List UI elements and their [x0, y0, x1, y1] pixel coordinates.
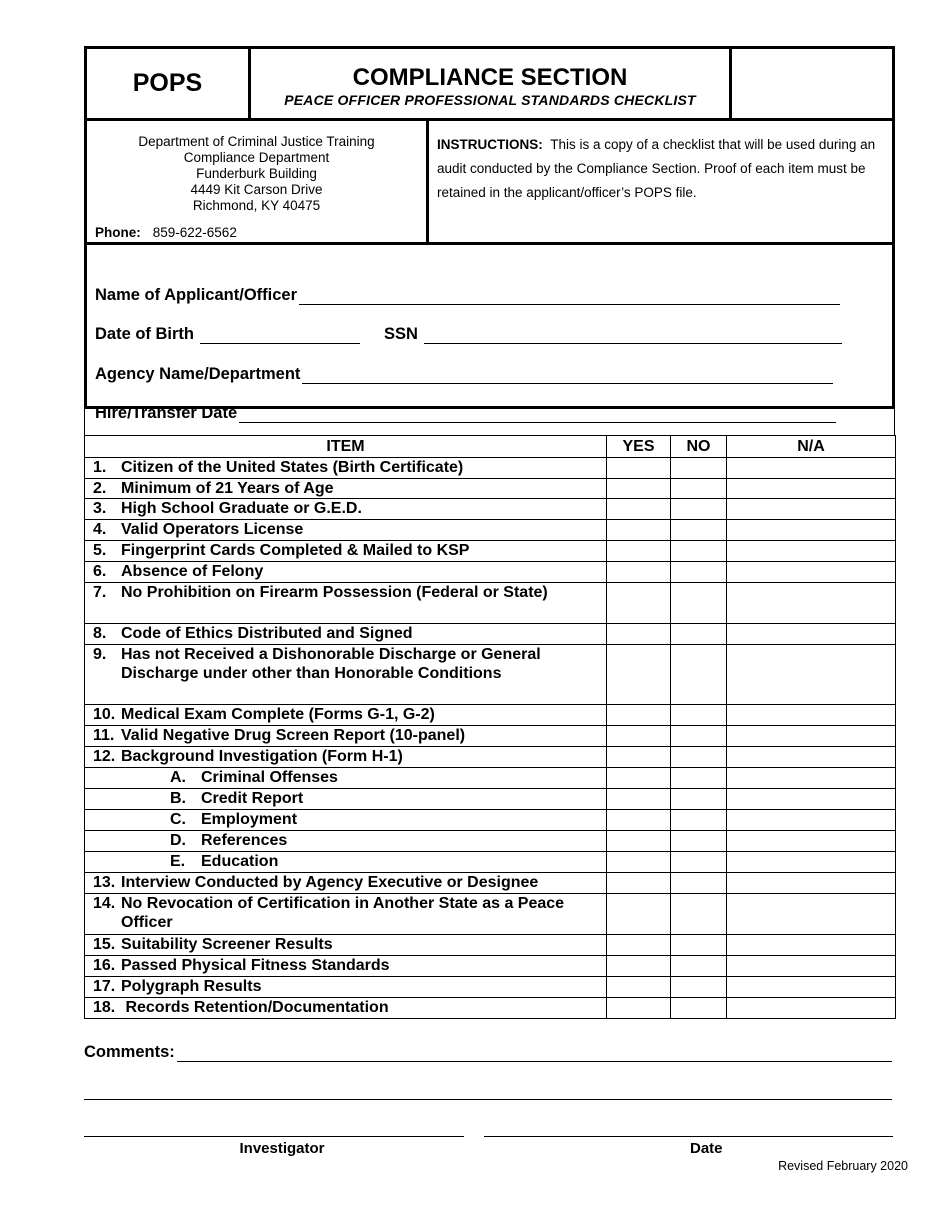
form-frame — [84, 46, 895, 1019]
no-checkbox-cell[interactable] — [671, 623, 727, 644]
yes-checkbox-cell[interactable] — [607, 872, 671, 893]
yes-checkbox-cell[interactable] — [607, 540, 671, 561]
hire-field[interactable] — [95, 384, 892, 424]
item-cell — [85, 582, 607, 623]
item-text: References — [201, 831, 288, 849]
table-row — [85, 767, 896, 788]
table-row — [85, 955, 896, 976]
na-checkbox-cell[interactable] — [727, 997, 896, 1018]
no-checkbox-cell[interactable] — [671, 540, 727, 561]
item-cell — [85, 540, 607, 561]
dob-ssn-field — [95, 305, 892, 345]
agency-field[interactable] — [95, 344, 892, 384]
phone-line — [95, 225, 237, 240]
na-checkbox-cell[interactable] — [727, 830, 896, 851]
yes-checkbox-cell[interactable] — [607, 830, 671, 851]
address-lines — [87, 121, 426, 214]
na-checkbox-cell[interactable] — [727, 893, 896, 934]
checklist-table — [84, 435, 896, 1019]
item-text: Valid Operators License — [121, 521, 304, 538]
page-title: COMPLIANCE SECTION — [352, 64, 628, 91]
no-checkbox-cell[interactable] — [671, 478, 727, 499]
item-number: 3. — [93, 500, 107, 517]
yes-checkbox-cell[interactable] — [607, 746, 671, 767]
checklist-body — [85, 458, 896, 1019]
item-number: 6. — [93, 562, 107, 580]
table-row — [85, 809, 896, 830]
item-cell — [85, 997, 607, 1018]
item-text: Background Investigation (Form H-1) — [121, 747, 403, 765]
comments-field[interactable] — [84, 1040, 892, 1062]
col-na-header: N/A — [727, 436, 896, 458]
item-text: High School Graduate or G.E.D. — [121, 500, 362, 517]
item-cell — [85, 623, 607, 644]
item-text: Absence of Felony — [121, 562, 264, 580]
na-checkbox-cell[interactable] — [727, 955, 896, 976]
item-number: 13. — [93, 873, 116, 891]
na-checkbox-cell[interactable] — [727, 872, 896, 893]
dob-label: Date of Birth — [95, 325, 194, 343]
item-number: D. — [170, 831, 186, 849]
yes-checkbox-cell[interactable] — [607, 704, 671, 725]
yes-checkbox-cell[interactable] — [607, 623, 671, 644]
address-line: Compliance Department — [183, 150, 330, 165]
item-number: 15. — [93, 935, 116, 953]
table-row — [85, 934, 896, 955]
yes-checkbox-cell[interactable] — [607, 561, 671, 582]
no-checkbox-cell[interactable] — [671, 746, 727, 767]
no-checkbox-cell[interactable] — [671, 893, 727, 934]
yes-checkbox-cell[interactable] — [607, 893, 671, 934]
item-cell — [85, 499, 607, 520]
yes-checkbox-cell[interactable] — [607, 934, 671, 955]
date-signature-line[interactable] — [484, 1136, 893, 1137]
na-checkbox-cell[interactable] — [727, 499, 896, 520]
no-checkbox-cell[interactable] — [671, 872, 727, 893]
table-row — [85, 582, 896, 623]
agency-label: Agency Name/Department — [95, 364, 301, 383]
item-text: Interview Conducted by Agency Executive or Designee — [121, 873, 539, 891]
item-text: Criminal Offenses — [201, 768, 338, 786]
no-checkbox-cell[interactable] — [671, 644, 727, 704]
item-number: 14. — [93, 894, 116, 912]
item-text: No Revocation of Certification in Another State as a Peace Officer — [121, 894, 569, 931]
name-blank[interactable] — [299, 287, 840, 305]
yes-checkbox-cell[interactable] — [607, 851, 671, 872]
na-checkbox-cell[interactable] — [727, 704, 896, 725]
table-row — [85, 561, 896, 582]
item-number: 7. — [93, 583, 107, 601]
item-cell — [85, 478, 607, 499]
item-cell — [85, 830, 607, 851]
na-checkbox-cell[interactable] — [727, 746, 896, 767]
item-cell — [85, 788, 607, 809]
address-block — [87, 121, 429, 242]
item-number: 8. — [93, 624, 107, 642]
item-text: Valid Negative Drug Screen Report (10-panel) — [121, 726, 466, 744]
investigator-signature-line[interactable] — [84, 1136, 464, 1137]
yes-checkbox-cell[interactable] — [607, 976, 671, 997]
na-checkbox-cell[interactable] — [727, 851, 896, 872]
table-row — [85, 851, 896, 872]
applicant-fields — [84, 245, 895, 422]
item-number: B. — [170, 789, 186, 807]
na-checkbox-cell[interactable] — [727, 582, 896, 623]
phone-value: 859-622-6562 — [152, 225, 237, 240]
na-checkbox-cell[interactable] — [727, 540, 896, 561]
page-subtitle: PEACE OFFICER PROFESSIONAL STANDARDS CHECKLIST — [284, 92, 696, 108]
item-number: 2. — [93, 479, 107, 497]
no-checkbox-cell[interactable] — [671, 704, 727, 725]
item-cell — [85, 746, 607, 767]
no-checkbox-cell[interactable] — [671, 458, 727, 479]
item-text: Code of Ethics Distributed and Signed — [121, 624, 413, 642]
na-checkbox-cell[interactable] — [727, 725, 896, 746]
yes-checkbox-cell[interactable] — [607, 809, 671, 830]
item-number: 1. — [93, 459, 107, 476]
phone-label: Phone: — [95, 225, 141, 240]
comments-line-2[interactable] — [84, 1099, 892, 1100]
item-text: Citizen of the United States (Birth Certificate) — [121, 459, 464, 476]
col-item-header: ITEM — [85, 436, 607, 458]
yes-checkbox-cell[interactable] — [607, 644, 671, 704]
item-text: Credit Report — [201, 789, 304, 807]
na-checkbox-cell[interactable] — [727, 520, 896, 541]
item-text: Has not Received a Dishonorable Discharge or General Discharge under other than Honorable Conditions — [121, 645, 546, 682]
item-cell — [85, 458, 607, 479]
yes-checkbox-cell[interactable] — [607, 478, 671, 499]
no-checkbox-cell[interactable] — [671, 976, 727, 997]
table-row — [85, 788, 896, 809]
table-row — [85, 520, 896, 541]
table-row — [85, 976, 896, 997]
item-number: 10. — [93, 705, 116, 723]
col-no-header: NO — [671, 436, 727, 458]
item-cell — [85, 520, 607, 541]
address-line: Richmond, KY 40475 — [192, 198, 321, 213]
no-checkbox-cell[interactable] — [671, 955, 727, 976]
table-row — [85, 893, 896, 934]
na-checkbox-cell[interactable] — [727, 767, 896, 788]
no-checkbox-cell[interactable] — [671, 582, 727, 623]
na-checkbox-cell[interactable] — [727, 809, 896, 830]
na-checkbox-cell[interactable] — [727, 623, 896, 644]
item-number: 4. — [93, 521, 107, 538]
item-text: Polygraph Results — [121, 977, 262, 995]
table-row — [85, 499, 896, 520]
item-cell — [85, 561, 607, 582]
item-text: Suitability Screener Results — [121, 935, 333, 953]
ssn-blank[interactable] — [424, 326, 842, 344]
item-cell — [85, 644, 607, 704]
item-number: 12. — [93, 747, 116, 765]
item-number: A. — [170, 768, 186, 786]
comments-label: Comments: — [84, 1043, 175, 1061]
table-row — [85, 997, 896, 1018]
yes-checkbox-cell[interactable] — [607, 788, 671, 809]
item-cell — [85, 976, 607, 997]
item-number: 16. — [93, 956, 116, 974]
item-text: Medical Exam Complete (Forms G-1, G-2) — [121, 705, 435, 723]
table-row — [85, 830, 896, 851]
item-cell — [85, 851, 607, 872]
na-checkbox-cell[interactable] — [727, 788, 896, 809]
item-text: Records Retention/Documentation — [121, 998, 389, 1016]
address-line: 4449 Kit Carson Drive — [190, 182, 323, 197]
dob-blank[interactable] — [200, 326, 360, 344]
ssn-label: SSN — [384, 325, 418, 343]
yes-checkbox-cell[interactable] — [607, 767, 671, 788]
item-number: 17. — [93, 977, 116, 995]
title-block — [251, 49, 732, 118]
item-number: 11. — [93, 726, 115, 744]
investigator-label: Investigator — [239, 1140, 325, 1157]
instructions-text: This is a copy of a checklist that will be used during an audit conducted by the Compliance Section. Proof of each item must be retained in the applicant/officer’s POPS file. — [437, 137, 876, 200]
no-checkbox-cell[interactable] — [671, 499, 727, 520]
item-text: Minimum of 21 Years of Age — [121, 479, 334, 497]
info-row — [84, 121, 895, 245]
hire-blank[interactable] — [239, 405, 836, 423]
item-number: 5. — [93, 541, 107, 559]
item-text: Passed Physical Fitness Standards — [121, 956, 390, 974]
no-checkbox-cell[interactable] — [671, 851, 727, 872]
item-number: E. — [170, 852, 186, 870]
pops-label: POPS — [87, 49, 251, 118]
yes-checkbox-cell[interactable] — [607, 520, 671, 541]
table-row — [85, 458, 896, 479]
yes-checkbox-cell[interactable] — [607, 725, 671, 746]
item-cell — [85, 955, 607, 976]
no-checkbox-cell[interactable] — [671, 934, 727, 955]
no-checkbox-cell[interactable] — [671, 830, 727, 851]
na-checkbox-cell[interactable] — [727, 458, 896, 479]
instructions-block — [429, 121, 892, 242]
no-checkbox-cell[interactable] — [671, 561, 727, 582]
address-line: Department of Criminal Justice Training — [138, 134, 375, 149]
revised-note: Revised February 2020 — [778, 1159, 908, 1173]
yes-checkbox-cell[interactable] — [607, 955, 671, 976]
item-cell — [85, 767, 607, 788]
item-text: Fingerprint Cards Completed & Mailed to KSP — [121, 541, 470, 559]
item-number: C. — [170, 810, 186, 828]
yes-checkbox-cell[interactable] — [607, 997, 671, 1018]
na-checkbox-cell[interactable] — [727, 561, 896, 582]
no-checkbox-cell[interactable] — [671, 997, 727, 1018]
item-text: Education — [201, 852, 279, 870]
header-blank-box — [732, 49, 892, 118]
no-checkbox-cell[interactable] — [671, 725, 727, 746]
col-yes-header: YES — [607, 436, 671, 458]
item-cell — [85, 809, 607, 830]
comments-blank[interactable] — [177, 1044, 892, 1062]
na-checkbox-cell[interactable] — [727, 976, 896, 997]
name-label: Name of Applicant/Officer — [95, 285, 298, 304]
table-header-row — [85, 436, 896, 458]
agency-blank[interactable] — [302, 366, 833, 384]
hire-label: Hire/Transfer Date — [95, 404, 238, 422]
item-cell — [85, 893, 607, 934]
na-checkbox-cell[interactable] — [727, 478, 896, 499]
item-number: 9. — [93, 645, 107, 663]
table-row — [85, 644, 896, 704]
item-cell — [85, 704, 607, 725]
no-checkbox-cell[interactable] — [671, 788, 727, 809]
instructions-label: INSTRUCTIONS: — [437, 137, 543, 152]
na-checkbox-cell[interactable] — [727, 934, 896, 955]
table-row — [85, 746, 896, 767]
item-cell — [85, 934, 607, 955]
na-checkbox-cell[interactable] — [727, 644, 896, 704]
header-row — [84, 46, 895, 121]
yes-checkbox-cell[interactable] — [607, 458, 671, 479]
yes-checkbox-cell[interactable] — [607, 582, 671, 623]
no-checkbox-cell[interactable] — [671, 520, 727, 541]
table-row — [85, 704, 896, 725]
table-row — [85, 872, 896, 893]
address-line: Funderburk Building — [196, 166, 317, 181]
table-row — [85, 623, 896, 644]
item-cell — [85, 725, 607, 746]
table-row — [85, 540, 896, 561]
table-row — [85, 478, 896, 499]
item-cell — [85, 872, 607, 893]
yes-checkbox-cell[interactable] — [607, 499, 671, 520]
item-text: No Prohibition on Firearm Possession (Federal or State) — [121, 583, 548, 601]
item-text: Employment — [201, 810, 298, 828]
no-checkbox-cell[interactable] — [671, 767, 727, 788]
table-row — [85, 725, 896, 746]
name-field[interactable] — [95, 265, 892, 305]
no-checkbox-cell[interactable] — [671, 809, 727, 830]
item-number: 18. — [93, 998, 116, 1016]
date-label: Date — [690, 1140, 723, 1157]
